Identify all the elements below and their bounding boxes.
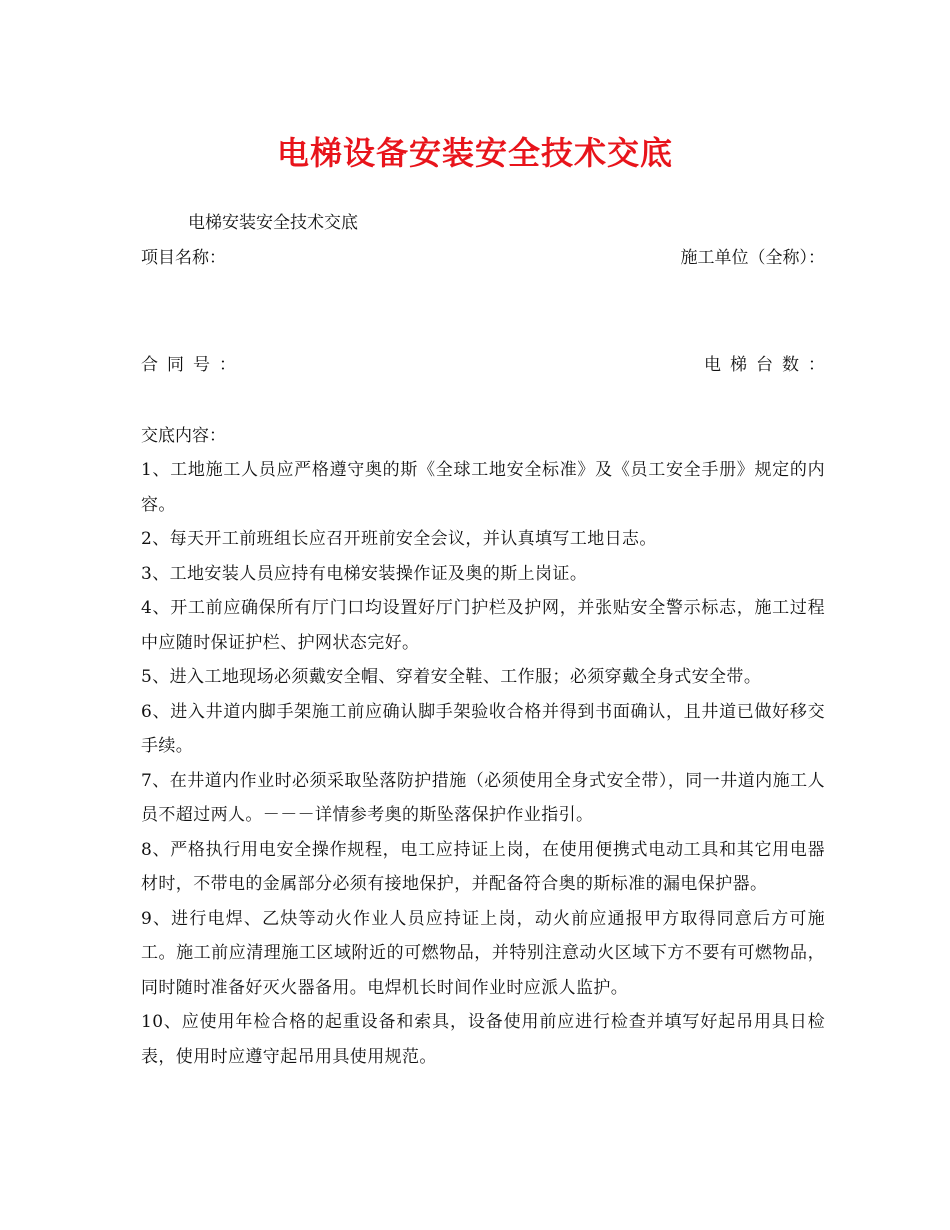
content-section [141, 419, 825, 1074]
list-item: 6、进入井道内脚手架施工前应确认脚手架验收合格并得到书面确认，且井道已做好移交手续。 [141, 701, 825, 756]
contract-no-label: 合同号： [141, 355, 245, 375]
project-name-label: 项目名称： [141, 248, 226, 268]
list-item: 3、工地安装人员应持有电梯安装操作证及奥的斯上岗证。 [141, 563, 588, 584]
content-heading: 交底内容： [141, 426, 226, 446]
list-item: 2、每天开工前班组长应召开班前安全会议，并认真填写工地日志。 [141, 529, 657, 549]
list-item: 5、进入工地现场必须戴安全帽、穿着安全鞋、工作服；必须穿戴全身式安全带。 [141, 667, 762, 687]
contract-info-row [141, 350, 834, 375]
construction-unit-label: 施工单位（全称）： [680, 248, 825, 268]
list-item: 8、严格执行用电安全操作规程，电工应持证上岗，在使用便携式电动工具和其它用电器材时，不带电的金属部分必须有接地保护，并配备符合奥的斯标准的漏电保护器。 [141, 839, 825, 894]
list-item: 9、进行电焊、乙炔等动火作业人员应持证上岗，动火前应通报甲方取得同意后方可施工。施工前应清理施工区域附近的可燃物品，并特别注意动火区域下方不要有可燃物品，同时随时准备好灭火器备用。电焊机长时间作业时应派人监护。 [141, 908, 825, 998]
list-item: 4、开工前应确保所有厅门口均设置好厅门护栏及护网，并张贴安全警示标志，施工过程中应随时保证护栏、护网状态完好。 [141, 598, 825, 653]
list-item: 7、在井道内作业时必须采取坠落防护措施（必须使用全身式安全带），同一井道内施工人员不超过两人。－－－详情参考奥的斯坠落保护作业指引。 [141, 770, 825, 825]
project-info-row [141, 243, 825, 268]
document-title: 电梯设备安装安全技术交底 [276, 134, 673, 172]
list-item: 10、应使用年检合格的起重设备和索具，设备使用前应进行检查并填写好起吊用具日检表，使用时应遵守起吊用具使用规范。 [141, 1012, 825, 1067]
elevator-count-label: 电梯台数： [704, 355, 834, 375]
list-item: 1、工地施工人员应严格遵守奥的斯《全球工地安全标准》及《员工安全手册》规定的内容。 [141, 460, 825, 515]
document-subtitle: 电梯安装安全技术交底 [188, 213, 358, 233]
item-list [141, 453, 825, 1074]
